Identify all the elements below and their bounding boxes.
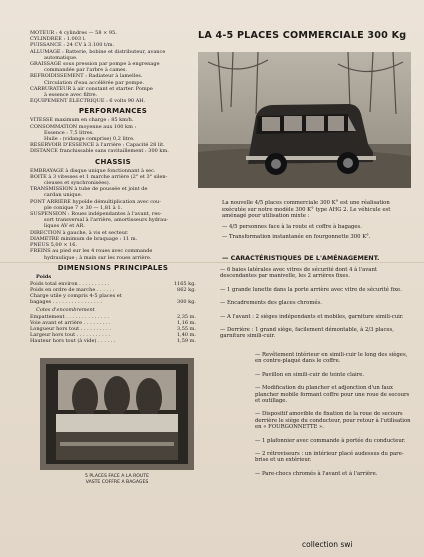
fitting-text: 1 grande lunette dans la porte arrière avec vitre de sécurité fixe. bbox=[226, 286, 402, 293]
dimension-value: 300 kg. bbox=[177, 298, 196, 305]
chassis-specs bbox=[30, 168, 196, 261]
dimension-value: 3,55 m. bbox=[176, 326, 196, 333]
collection-credit: collection swi bbox=[302, 540, 353, 549]
spec-line: PUISSANCE : 24 CV à 3.100 t/m. bbox=[30, 42, 115, 49]
dimension-label: Poids total environ . . . . . . . . . . bbox=[30, 280, 110, 287]
fitting-text: Revêtement intérieur en simili-cuir le long des sièges, en contre-plaqué dans le coffre. bbox=[255, 352, 408, 365]
fitting-dash: — bbox=[255, 385, 262, 392]
spec-line: PONT ARRIÈRE hypoïde démultiplication avec cou- bbox=[30, 198, 161, 205]
spec-line: REFROIDISSEMENT : Radiateur à lamelles. bbox=[30, 73, 143, 80]
intro-block bbox=[222, 200, 410, 245]
fitting-text: Modification du plancher et adjonction d'un faux plancher mobile formant coffre pour une roue de secours et outillage. bbox=[255, 385, 410, 405]
spec-line: TRANSMISSION à tube de poussée et joint de bbox=[30, 186, 148, 193]
spec-line: cieuses et synchronisées). bbox=[44, 180, 111, 187]
fitting-dash: — bbox=[255, 411, 262, 418]
fitting-text: Derrière : 1 grand siège, facilement démontable, à 2/3 places, garniture simili-cuir. bbox=[220, 327, 394, 340]
fitting-dash: — bbox=[220, 267, 227, 273]
vehicle-photo-drawing bbox=[198, 52, 411, 188]
dimension-value: 862 kg. bbox=[177, 286, 196, 293]
dimension-label: Charge utile y compris 4-5 places et bbox=[30, 292, 122, 299]
weights-label: Poids bbox=[36, 273, 52, 280]
spec-line: RÉSERVOIR D'ESSENCE à l'arrière : Capacité 28 lit. bbox=[30, 142, 165, 149]
fitting-dash: — bbox=[220, 313, 227, 320]
fitting-dash: — bbox=[255, 451, 262, 458]
fitting-item bbox=[255, 385, 413, 404]
interior-photo bbox=[40, 358, 194, 470]
fitting-dash: — bbox=[255, 371, 262, 378]
spec-line: DISTANCE franchissable sans ravitaillement : 300 km. bbox=[30, 148, 169, 155]
spec-line: DIAMÈTRE minimum de braquage : 11 m. bbox=[30, 235, 138, 242]
spec-line: Huile : (vidange comprise) 0,2 litre. bbox=[44, 136, 135, 143]
fitting-item bbox=[220, 314, 410, 320]
dimension-label: Empattement . . . . . . . . . . . . . . bbox=[30, 314, 109, 321]
performances-heading: PERFORMANCES bbox=[78, 107, 148, 116]
dimension-label: Largeur hors tout . . . . . . . . . . . bbox=[30, 332, 111, 339]
spec-line: liques AV et AR. bbox=[44, 223, 85, 230]
dimension-row bbox=[30, 338, 196, 344]
weights-table bbox=[30, 281, 196, 305]
spec-line: commandée par l'arbre à cames. bbox=[44, 67, 128, 74]
dimensions-heading: DIMENSIONS PRINCIPALES bbox=[57, 263, 169, 272]
spec-line: GRAISSAGE sous pression par pompe à engrenage bbox=[30, 61, 160, 68]
dimensions-table bbox=[30, 314, 196, 344]
fitting-text: 2 rétroviseurs : un intérieur placé audessus du pare-brise et un extérieur. bbox=[255, 451, 404, 464]
fitting-dash: — bbox=[220, 327, 227, 334]
fitting-text: 6 baies latérales avec vitres de sécurité dont 4 à l'avant descendantes par manivelle, les 2 arrières fixes. bbox=[220, 267, 377, 280]
fitting-text: Pavillon en simili-cuir de teinte claire. bbox=[261, 371, 365, 378]
fittings-heading: — CARACTÉRISTIQUES DE L'AMÉNAGEMENT. bbox=[222, 254, 380, 262]
fitting-text: A l'avant : 2 sièges indépendants et mobiles, garniture simili-cuir. bbox=[226, 313, 404, 320]
spec-line: ÉQUIPEMENT ÉLECTRIQUE : 6 volts 90 AH. bbox=[30, 98, 146, 105]
spec-line: ple conique 7 × 30 — 1,81 à 1. bbox=[44, 204, 123, 211]
fitting-text: 1 plafonnier avec commande à portée du conducteur. bbox=[261, 437, 406, 444]
spec-line: à essence avec filtre. bbox=[44, 92, 98, 99]
usage-bullet-1-text: 4/5 personnes face à la route et coffre à bagages. bbox=[228, 223, 362, 230]
dimension-label: Poids en ordre de marche . . . . . . bbox=[30, 286, 115, 293]
dimension-value: 1165 kg. bbox=[173, 280, 196, 287]
spec-line: hydraulique ; à main sur les roues arrière. bbox=[44, 254, 152, 261]
fitting-item bbox=[220, 327, 410, 340]
spec-line: Circulation d'eau accélérée par pompe. bbox=[44, 79, 145, 86]
spec-line: VITESSE maximum en charge : 85 km/h. bbox=[30, 117, 134, 124]
fitting-item bbox=[220, 300, 410, 306]
photo-caption: 5 PLACES FACE A LA ROUTE VASTE COFFRE A BAGAGES bbox=[85, 474, 149, 485]
dimension-row bbox=[30, 299, 196, 305]
spec-line: automatique. bbox=[44, 54, 78, 61]
spec-line: Essence : 7,5 litres. bbox=[44, 129, 94, 136]
dimension-value: 1,59 m. bbox=[176, 338, 196, 345]
vehicle-photo bbox=[198, 52, 411, 188]
dimension-value: 1,40 m. bbox=[176, 332, 196, 339]
usage-bullet-2-text: Transformation instantanée en fourgonnette 300 K°. bbox=[228, 234, 371, 241]
spec-line: MOTEUR : 4 cylindres — 58 × 95. bbox=[30, 30, 117, 36]
spec-line: CARBURATEUR à air constant et starter. Pompe bbox=[30, 85, 153, 92]
fittings-list bbox=[220, 267, 410, 347]
fittings-heading-text: CARACTÉRISTIQUES DE L'AMÉNAGEMENT. bbox=[230, 254, 380, 262]
fitting-item bbox=[255, 352, 413, 365]
spec-line: EMBRAYAGE à disque unique fonctionnant à sec. bbox=[30, 167, 156, 174]
fitting-dash: — bbox=[255, 352, 262, 358]
spec-line: CONSOMMATION moyenne aux 100 km : bbox=[30, 123, 137, 130]
engine-specs bbox=[30, 30, 196, 104]
fittings-list-continued bbox=[255, 352, 413, 484]
spec-line: DIRECTION à gauche, à vis et secteur. bbox=[30, 229, 129, 236]
dimension-label: Longueur hors tout . . . . . . . . . . bbox=[30, 326, 111, 333]
chassis-heading: CHASSIS bbox=[95, 157, 131, 166]
fitting-item bbox=[220, 287, 410, 293]
spec-line: SUSPENSION : Roues indépendantes à l'avant, res- bbox=[30, 211, 162, 218]
interior-photo-drawing bbox=[40, 358, 194, 470]
fitting-item bbox=[220, 267, 410, 280]
spec-line: PNEUS 5,00 × 16. bbox=[30, 242, 78, 249]
spec-line: ALLUMAGE : Batterie, bobine et distributeur, avance bbox=[30, 48, 166, 55]
performance-specs bbox=[30, 117, 196, 154]
fitting-item bbox=[255, 471, 413, 477]
cotes-label: Cotes d'encombrement bbox=[36, 307, 95, 314]
fitting-item bbox=[255, 372, 413, 378]
spec-line: cardan unique. bbox=[44, 192, 83, 199]
fitting-item bbox=[255, 451, 413, 464]
usage-bullet-1: — 4/5 personnes face à la route et coffre à bagages. bbox=[222, 223, 362, 230]
fitting-dash: — bbox=[220, 300, 227, 307]
page-title: LA 4-5 PLACES COMMERCIALE 300 Kg bbox=[198, 30, 407, 41]
usage-bullet-2: — Transformation instantanée en fourgonnette 300 K°. bbox=[222, 234, 371, 241]
dimension-label: Voie avant et arrière . . . . . . . . . bbox=[30, 320, 111, 327]
fitting-text: Dispositif amovible de fixation de la roue de secours derrière le siège du conducteur, pour retour à l'utilisation en « FOURGONNETTE ». bbox=[255, 411, 411, 431]
dimension-label: Hauteur hors tout (à vide) . . . . . . bbox=[30, 338, 116, 345]
dimension-value: 1,16 m. bbox=[176, 320, 196, 327]
specs-column bbox=[30, 30, 196, 345]
spec-line: sort transversal à l'arrière, amortisseurs hydrau- bbox=[44, 217, 169, 224]
spec-line: BOITE à 3 vitesses et 1 marche arrière (2° et 3° silen- bbox=[30, 173, 168, 180]
fitting-dash: — bbox=[255, 437, 262, 444]
fitting-item bbox=[255, 438, 413, 444]
fitting-text: Encadrements des glaces chromés. bbox=[226, 300, 322, 307]
spec-line: FREINS au pied sur les 4 roues avec commande bbox=[30, 248, 153, 255]
spec-line: CYLINDRÉE : 1.003 l. bbox=[30, 36, 86, 43]
dimension-label: bagages . . . . . . . . . . . . . . . . bbox=[30, 298, 102, 305]
dimension-value: 2,35 m. bbox=[176, 314, 196, 321]
fitting-dash: — bbox=[255, 470, 262, 477]
fitting-text: Pare-chocs chromés à l'avant et à l'arrière. bbox=[261, 470, 378, 477]
fitting-dash: — bbox=[220, 286, 227, 293]
fitting-item bbox=[255, 411, 413, 430]
intro-paragraph: La nouvelle 4/5 places commerciale 300 K° est une réalisation exécutée sur notre modèle 300 K° type AHG 2. Le véhicule est aménagé pour utilisation mixte : bbox=[222, 200, 391, 220]
